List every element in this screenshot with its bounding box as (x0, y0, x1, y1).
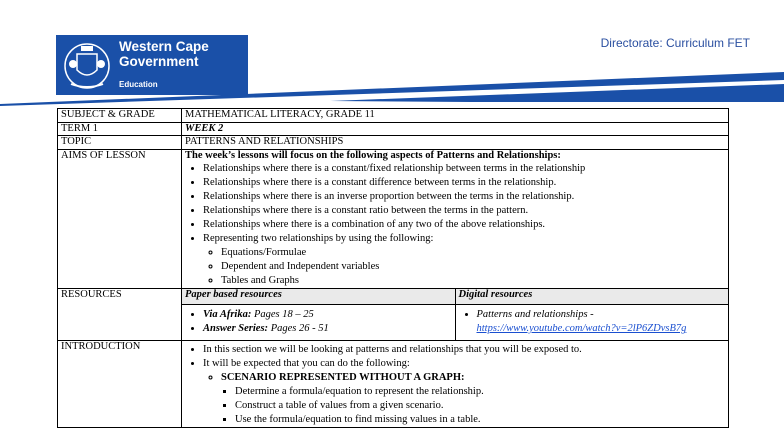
list-item: ◦ Dependent and Independent variables (221, 260, 725, 274)
resources-row (58, 289, 729, 341)
logo-line-1: Western Cape (119, 39, 209, 54)
resources-header-row (182, 289, 728, 305)
via-afrika-label: Via Afrika: (203, 309, 252, 320)
directorate-name: Curriculum FET (665, 36, 750, 50)
aims-sublist (185, 246, 725, 288)
logo-line-2: Government (119, 54, 199, 69)
list-item (203, 322, 452, 336)
list-item (203, 308, 452, 322)
introduction-content (182, 341, 729, 428)
list-item: • Relationships where there is a constant/fixed relationship between terms in the relationship (203, 162, 725, 176)
paper-resources (182, 305, 455, 341)
list-item: • Relationships where there is a combination of any two of the above relationships. (203, 218, 725, 232)
youtube-link[interactable]: https://www.youtube.com/watch?v=2lP6ZDvsB7g (476, 323, 687, 334)
list-item: • Representing two relationships by using the following: (203, 232, 725, 246)
answer-series-label: Answer Series: (203, 323, 269, 334)
coat-of-arms-icon (63, 40, 111, 90)
paper-resources-heading: Paper based resources (182, 289, 455, 305)
paper-list (185, 308, 452, 336)
aims-label: AIMS OF LESSON (58, 149, 182, 289)
topic-label: TOPIC (58, 136, 182, 150)
list-item: • Relationships where there is a constant ratio between the terms in the pattern. (203, 204, 725, 218)
list-item: ▪ Construct a table of values from a given scenario. (235, 399, 725, 413)
digital-resources-heading: Digital resources (455, 289, 728, 305)
answer-series-pages: Pages 26 - 51 (268, 323, 329, 334)
list-item: ◦ Equations/Formulae (221, 246, 725, 260)
intro-list (185, 343, 725, 371)
logo-subtitle: Education (119, 80, 158, 89)
resources-content (182, 289, 729, 341)
digital-resources (455, 305, 728, 341)
term-value: WEEK 2 (182, 122, 729, 136)
introduction-label: INTRODUCTION (58, 341, 182, 428)
wcg-logo (56, 35, 248, 95)
list-item: • In this section we will be looking at patterns and relationships that you will be exposed to. (203, 343, 725, 357)
directorate-label (601, 36, 750, 50)
list-item (477, 308, 726, 336)
directorate-prefix: Directorate: (600, 36, 666, 50)
list-item: ▪ Use the formula/equation to find missing values in a table. (235, 413, 725, 427)
intro-sublist (185, 371, 725, 385)
list-item: • Relationships where there is an inverse proportion between the terms in the relationship. (203, 190, 725, 204)
aims-content (182, 149, 729, 289)
aims-intro: The week’s lessons will focus on the following aspects of Patterns and Relationships: (185, 149, 561, 161)
resources-table (182, 289, 728, 340)
topic-value: PATTERNS AND RELATIONSHIPS (182, 136, 729, 150)
lesson-table (57, 108, 729, 428)
aims-list (185, 162, 725, 246)
resources-label: RESOURCES (58, 289, 182, 341)
term-label: TERM 1 (58, 122, 182, 136)
via-afrika-pages: Pages 18 – 25 (251, 309, 314, 320)
topic-row (58, 136, 729, 150)
digital-list (459, 308, 726, 336)
scenario-list (185, 385, 725, 427)
subject-value: MATHEMATICAL LITERACY, GRADE 11 (182, 109, 729, 123)
scenario-heading: ◦ SCENARIO REPRESENTED WITHOUT A GRAPH: (221, 371, 725, 385)
subject-row (58, 109, 729, 123)
page-header (0, 0, 784, 105)
aims-row (58, 149, 729, 289)
list-item: • It will be expected that you can do the following: (203, 357, 725, 371)
term-row (58, 122, 729, 136)
digital-resource-title: Patterns and relationships - (476, 309, 594, 320)
list-item: ▪ Determine a formula/equation to represent the relationship. (235, 385, 725, 399)
resources-body-row (182, 305, 728, 341)
introduction-row (58, 341, 729, 428)
subject-label: SUBJECT & GRADE (58, 109, 182, 123)
list-item: • Relationships where there is a constant difference between terms in the relationship. (203, 176, 725, 190)
list-item: ◦ Tables and Graphs (221, 274, 725, 288)
